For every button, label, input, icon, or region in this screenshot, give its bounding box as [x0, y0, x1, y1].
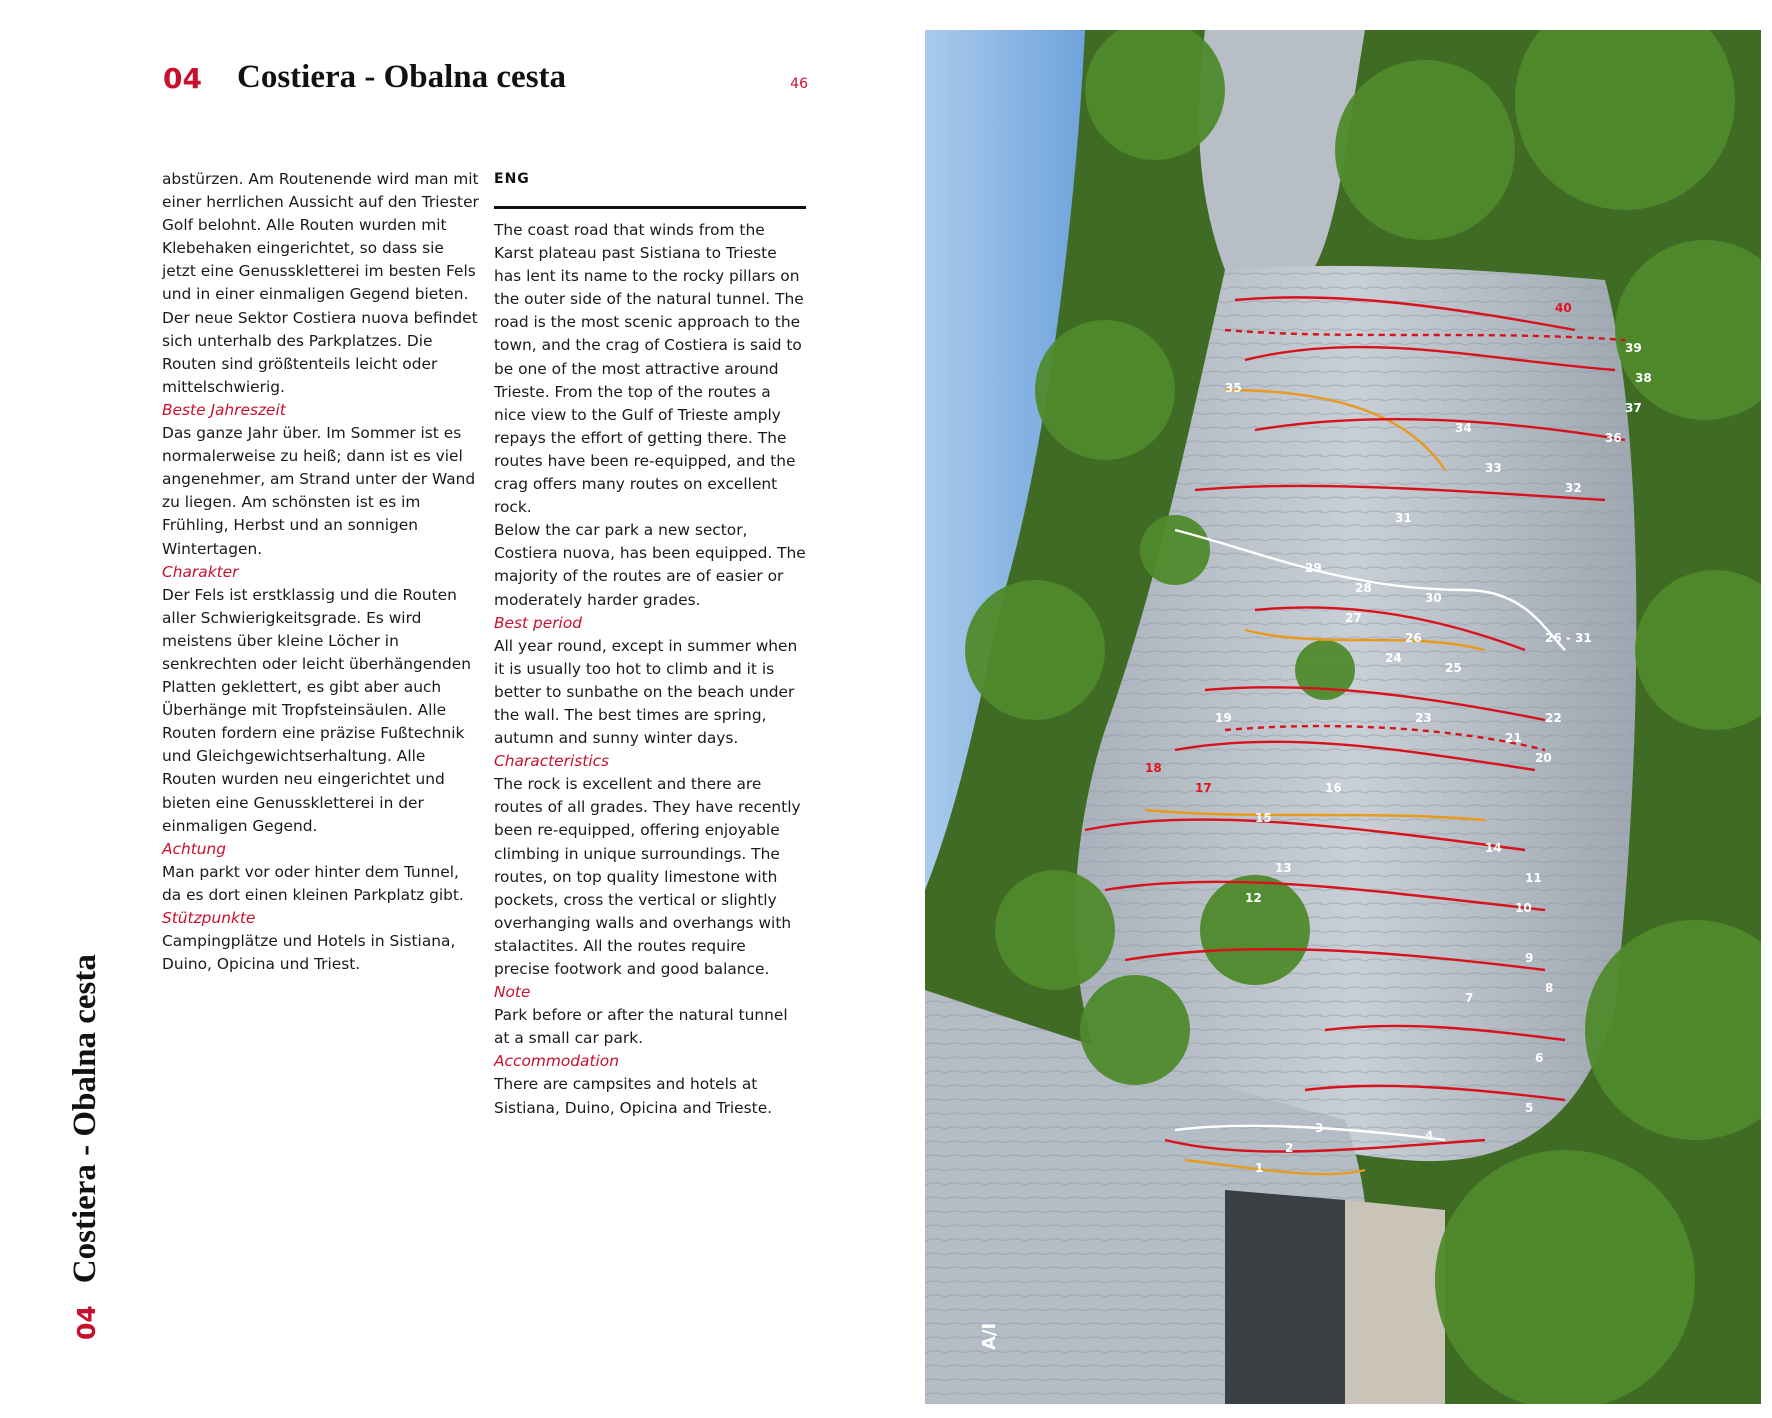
route-label: 18: [1145, 761, 1162, 775]
english-characteristics-heading: Characteristics: [494, 752, 610, 771]
chapter-number: 04: [163, 62, 202, 95]
route-label: 28: [1355, 581, 1372, 595]
spine-chapter-title: Costiera - Obalna cesta: [67, 954, 103, 1284]
german-note-text: Man parkt vor oder hinter dem Tunnel, da es dort einen kleinen Parkplatz gibt.: [162, 862, 464, 904]
german-character-heading: Charakter: [162, 562, 239, 581]
spine-chapter-number: 04: [72, 1305, 101, 1340]
crag-topo-illustration: [925, 30, 1761, 1404]
route-label: 31: [1395, 511, 1412, 525]
english-new-sector-paragraph: Below the car park a new sector, Costiera nuova, has been equipped. The majority of the routes are of easier or moderately harder grades.: [494, 521, 806, 609]
route-label: 34: [1455, 421, 1472, 435]
german-character-text: Der Fels ist erstklassig und die Routen aller Schwierigkeitsgrade. Es wird meistens über kleine Löcher in senkrechten oder leicht überhängenden Platten geklettert, es gibt aber auch Überhänge mit Tropfsteinsäulen. Alle Routen fordern eine präzise Fußtechnik und Gleichgewichtserhaltung. Alle Routen wurden neu eingerichtet und bieten eine Genusskletterei in der einmaligen Gegend.: [162, 585, 471, 835]
route-label: 29: [1305, 561, 1322, 575]
route-label: 16: [1325, 781, 1342, 795]
german-season-text: Das ganze Jahr über. Im Sommer ist es normalerweise zu heiß; dann ist es viel angenehmer, am Strand unter der Wand zu liegen. Am schönsten ist es im Frühling, Herbst und an sonnigen Wintertagen.: [162, 424, 476, 558]
route-label: 20: [1535, 751, 1552, 765]
route-label: 7: [1465, 991, 1474, 1005]
route-label: 10: [1515, 901, 1532, 915]
route-label: 23: [1415, 711, 1432, 725]
route-label: 30: [1425, 591, 1442, 605]
route-label: 24: [1385, 651, 1402, 665]
german-intro-paragraph: abstürzen. Am Routenende wird man mit einer herrlichen Aussicht auf den Triester Golf belohnt. Alle Routen wurden mit Klebehaken eingerichtet, so dass sie jetzt eine Genusskletterei im besten Fels und in einer einmaligen Gegend bieten.: [162, 170, 479, 304]
english-intro-paragraph: The coast road that winds from the Karst plateau past Sistiana to Trieste has lent its name to the rocky pillars on the outer side of the natural tunnel. The road is the most scenic approach to the town, and the crag of Costiera is said to be one of the most attractive around Trieste. From the top of the routes a nice view to the Gulf of Trieste amply repays the effort of getting there. The routes have been re-equipped, and the crag offers many routes on excellent rock.: [494, 221, 804, 517]
route-label: 13: [1275, 861, 1292, 875]
route-label: 15: [1255, 811, 1272, 825]
german-season-heading: Beste Jahreszeit: [162, 400, 286, 419]
route-label: 33: [1485, 461, 1502, 475]
route-label: 12: [1245, 891, 1262, 905]
crag-topo-photo: [925, 30, 1761, 1404]
route-label-range: 26 - 31: [1545, 631, 1592, 645]
language-divider: [494, 206, 806, 209]
route-label: 36: [1605, 431, 1622, 445]
german-accommodation-text: Campingplätze und Hotels in Sistiana, Duino, Opicina und Triest.: [162, 932, 456, 974]
english-text-column: [494, 168, 806, 1120]
route-label: 37: [1625, 401, 1642, 415]
route-label: 17: [1195, 781, 1212, 795]
route-label: 27: [1345, 611, 1362, 625]
page-number: 46: [790, 76, 808, 92]
route-label: 3: [1315, 1121, 1324, 1135]
road-surface: [1345, 1200, 1445, 1404]
route-label: 35: [1225, 381, 1242, 395]
route-label: 32: [1565, 481, 1582, 495]
route-label: 40: [1555, 301, 1572, 315]
route-label: 1: [1255, 1161, 1264, 1175]
route-label: 4: [1425, 1129, 1434, 1143]
english-characteristics-text: The rock is excellent and there are routes of all grades. They have recently been re-equipped, offering enjoyable climbing in unique surroundings. The routes, on top quality limestone with pockets, cross the vertical or slightly overhanging walls and overhangs with stalactites. All the routes require precise footwork and good balance.: [494, 775, 801, 978]
route-label: 25: [1445, 661, 1462, 675]
route-label: 26: [1405, 631, 1422, 645]
route-label: 22: [1545, 711, 1562, 725]
english-period-heading: Best period: [494, 613, 583, 632]
route-label: 21: [1505, 731, 1522, 745]
route-label: 9: [1525, 951, 1534, 965]
german-note-heading: Achtung: [162, 839, 227, 858]
route-label: 5: [1525, 1101, 1534, 1115]
english-accommodation-text: There are campsites and hotels at Sistiana, Duino, Opicina and Trieste.: [494, 1075, 773, 1117]
route-label: 14: [1485, 841, 1502, 855]
german-new-sector-paragraph: Der neue Sektor Costiera nuova befindet sich unterhalb des Parkplatzes. Die Routen sind größtenteils leicht oder mittelschwierig.: [162, 308, 478, 396]
german-text-column: [162, 168, 480, 976]
route-label: 38: [1635, 371, 1652, 385]
route-label: 2: [1285, 1141, 1294, 1155]
german-accommodation-heading: Stützpunkte: [162, 909, 256, 927]
photo-caption: A/I: [979, 1322, 1000, 1350]
route-label: 6: [1535, 1051, 1544, 1065]
route-label: 8: [1545, 981, 1554, 995]
chapter-title: Costiera - Obalna cesta: [237, 59, 567, 95]
english-note-heading: Note: [494, 983, 531, 1002]
tunnel-shadow: [1225, 1190, 1345, 1404]
english-note-text: Park before or after the natural tunnel at a small car park.: [494, 1006, 788, 1048]
spine-title: [68, 954, 102, 1340]
english-period-text: All year round, except in summer when it is usually too hot to climb and it is better to sunbathe on the beach under the wall. The best times are spring, autumn and sunny winter days.: [494, 636, 798, 748]
english-language-label: ENG: [494, 171, 530, 187]
route-label: 19: [1215, 711, 1232, 725]
page-header: [163, 59, 808, 102]
english-accommodation-heading: Accommodation: [494, 1052, 619, 1071]
route-label: 11: [1525, 871, 1542, 885]
route-label: 39: [1625, 341, 1642, 355]
